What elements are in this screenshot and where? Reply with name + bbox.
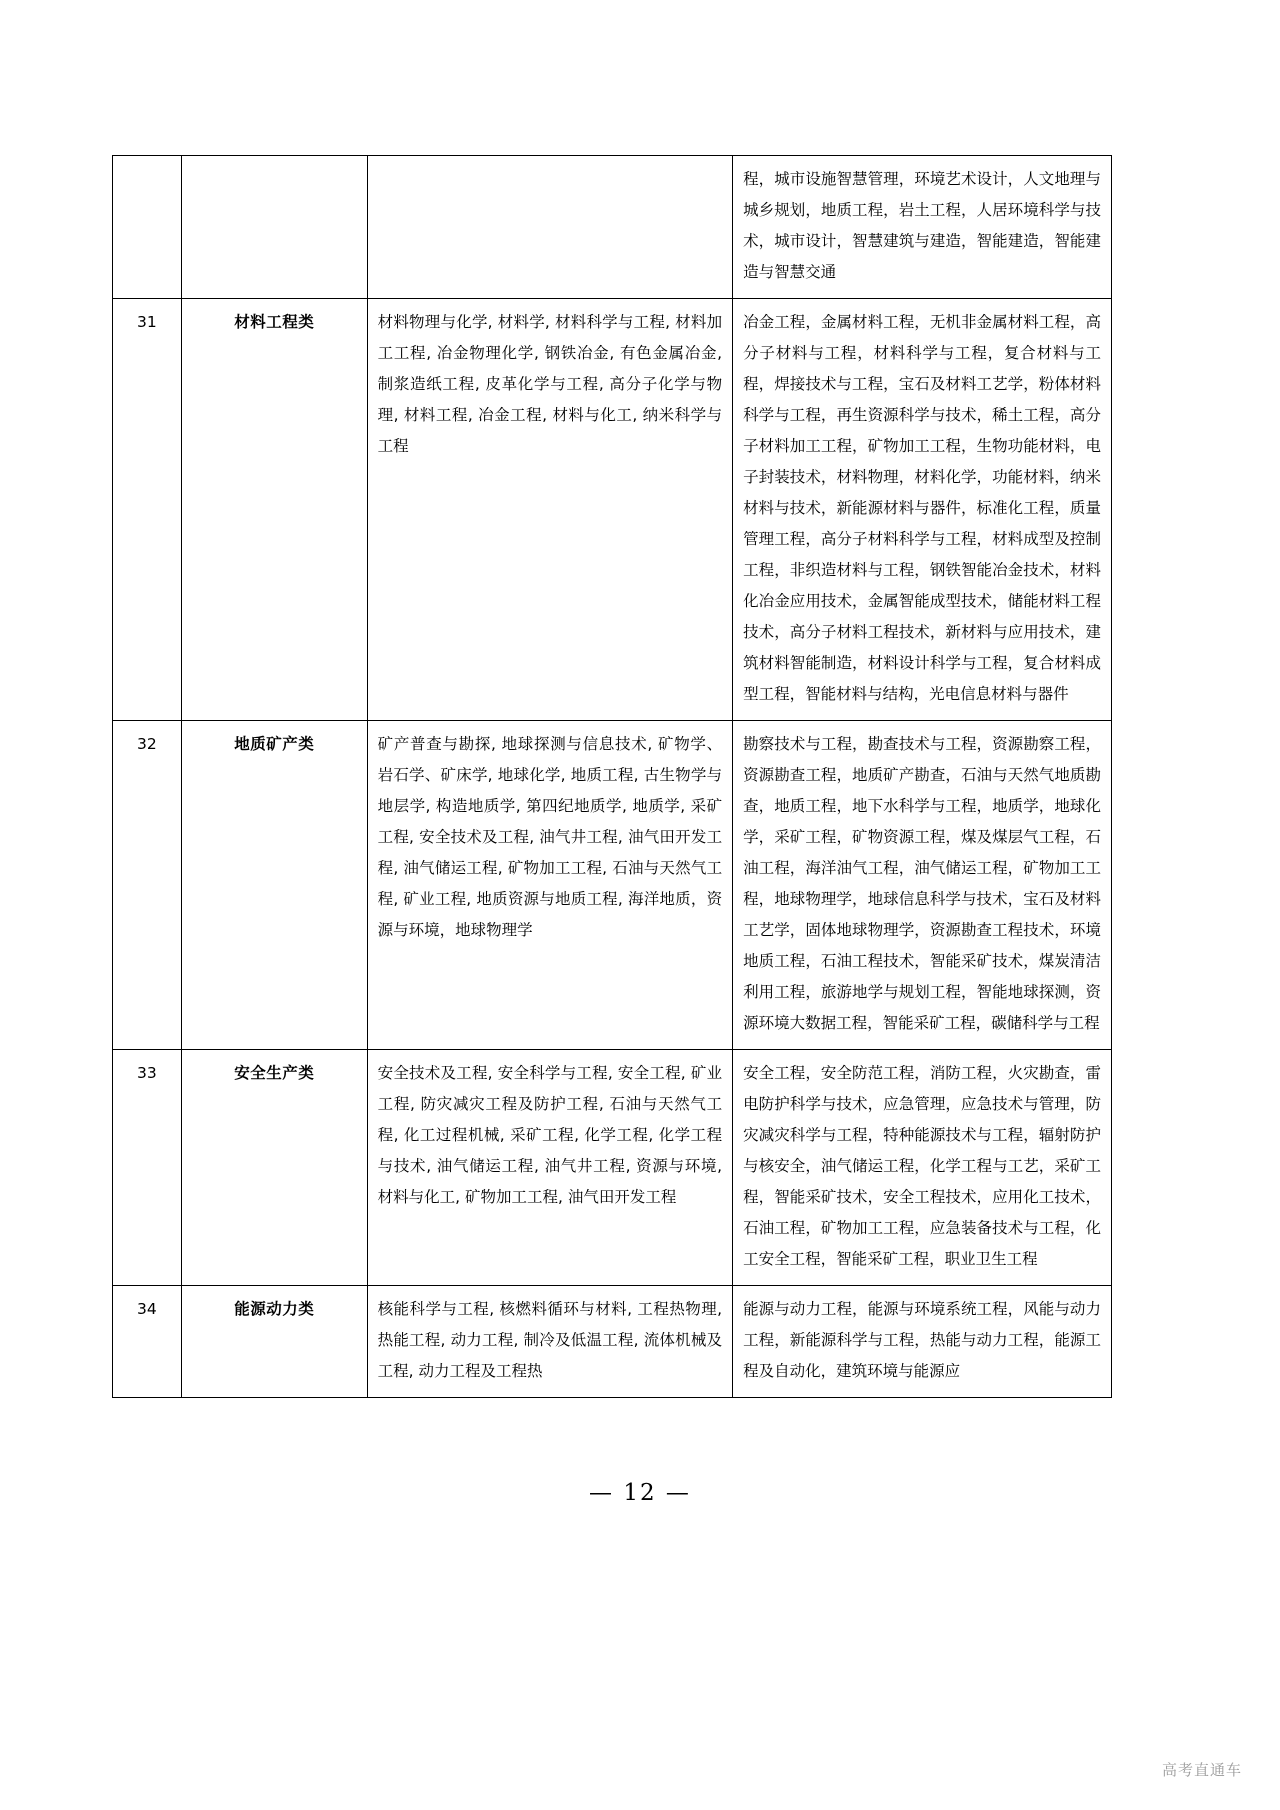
category-name-cell: 地质矿产类	[181, 721, 367, 1050]
category-name-cell: 安全生产类	[181, 1050, 367, 1286]
cell-text: 矿产普查与勘探, 地球探测与信息技术, 矿物学、岩石学、矿床学, 地球化学, 地质工程, 古生物学与地层学, 构造地质学, 第四纪地质学, 地质学, 采矿工程, 安全技术及工程, 油气井工程, 油气田开发工程, 油气储运工程, 矿物加工工程, 石油与天然气工程, 矿业工程, 地质资源与地质工程, 海洋地质，资源与环境，地球物理学	[377, 735, 723, 939]
cell-text: 材料物理与化学, 材料学, 材料科学与工程, 材料加工工程, 冶金物理化学, 钢铁冶金, 有色金属冶金, 制浆造纸工程, 皮革化学与工程, 高分子化学与物理, 材料工程, 冶金工程, 材料与化工, 纳米科学与工程	[377, 313, 723, 455]
row-number-cell: 32	[113, 721, 182, 1050]
undergraduate-majors-cell	[733, 156, 1112, 299]
category-name-cell	[181, 156, 367, 299]
row-number-cell: 33	[113, 1050, 182, 1286]
page-number: — 12 —	[589, 1480, 691, 1506]
major-category-table-container	[112, 155, 1112, 1398]
graduate-majors-cell	[367, 299, 733, 721]
row-number-cell: 34	[113, 1286, 182, 1398]
table-body	[113, 156, 1112, 1398]
table-row	[113, 721, 1112, 1050]
cell-text: 安全工程，安全防范工程，消防工程，火灾勘查，雷电防护科学与技术，应急管理，应急技术与管理，防灾减灾科学与工程，特种能源技术与工程，辐射防护与核安全，油气储运工程，化学工程与工艺，采矿工程，智能采矿技术，安全工程技术，应用化工技术，石油工程，矿物加工工程，应急装备技术与工程，化工安全工程，智能采矿工程，职业卫生工程	[743, 1064, 1101, 1268]
row-number-cell	[113, 156, 182, 299]
graduate-majors-cell	[367, 156, 733, 299]
table-row	[113, 1286, 1112, 1398]
category-name-cell: 材料工程类	[181, 299, 367, 721]
cell-text: 勘察技术与工程，勘查技术与工程，资源勘察工程，资源勘查工程，地质矿产勘查，石油与天然气地质勘查，地质工程，地下水科学与工程，地质学，地球化学，采矿工程，矿物资源工程，煤及煤层气工程，石油工程，海洋油气工程，油气储运工程，矿物加工工程，地球物理学，地球信息科学与技术，宝石及材料工艺学，固体地球物理学，资源勘查工程技术，环境地质工程，石油工程技术，智能采矿技术，煤炭清洁利用工程，旅游地学与规划工程，智能地球探测，资源环境大数据工程，智能采矿工程，碳储科学与工程	[743, 735, 1101, 1032]
cell-text: 能源与动力工程，能源与环境系统工程，风能与动力工程，新能源科学与工程，热能与动力工程，能源工程及自动化，建筑环境与能源应	[743, 1300, 1101, 1380]
undergraduate-majors-cell	[733, 721, 1112, 1050]
watermark: 高考直通车	[1161, 1761, 1242, 1779]
undergraduate-majors-cell	[733, 299, 1112, 721]
undergraduate-majors-cell	[733, 1050, 1112, 1286]
graduate-majors-cell	[367, 1286, 733, 1398]
major-category-table	[112, 155, 1112, 1398]
category-name-cell: 能源动力类	[181, 1286, 367, 1398]
table-row	[113, 156, 1112, 299]
undergraduate-majors-cell	[733, 1286, 1112, 1398]
graduate-majors-cell	[367, 1050, 733, 1286]
cell-text: 程，城市设施智慧管理，环境艺术设计，人文地理与城乡规划，地质工程，岩土工程，人居环境科学与技术，城市设计，智慧建筑与建造，智能建造，智能建造与智慧交通	[743, 170, 1101, 281]
cell-text: 冶金工程，金属材料工程，无机非金属材料工程，高分子材料与工程，材料科学与工程，复合材料与工程，焊接技术与工程，宝石及材料工艺学，粉体材料科学与工程，再生资源科学与技术，稀土工程，高分子材料加工工程，矿物加工工程，生物功能材料，电子封装技术，材料物理，材料化学，功能材料，纳米材料与技术，新能源材料与器件，标准化工程，质量管理工程，高分子材料科学与工程，材料成型及控制工程，非织造材料与工程，钢铁智能冶金技术，材料化冶金应用技术，金属智能成型技术，储能材料工程技术，高分子材料工程技术，新材料与应用技术，建筑材料智能制造，材料设计科学与工程，复合材料成型工程，智能材料与结构，光电信息材料与器件	[743, 313, 1101, 703]
table-row	[113, 1050, 1112, 1286]
graduate-majors-cell	[367, 721, 733, 1050]
cell-text: 安全技术及工程, 安全科学与工程, 安全工程, 矿业工程, 防灾减灾工程及防护工程, 石油与天然气工程, 化工过程机械, 采矿工程, 化学工程, 化学工程与技术, 油气储运工程, 油气井工程, 资源与环境, 材料与化工, 矿物加工工程, 油气田开发工程	[377, 1064, 723, 1206]
row-number-cell: 31	[113, 299, 182, 721]
table-row	[113, 299, 1112, 721]
cell-text: 核能科学与工程, 核燃料循环与材料, 工程热物理, 热能工程, 动力工程, 制冷及低温工程, 流体机械及工程, 动力工程及工程热	[377, 1300, 723, 1380]
